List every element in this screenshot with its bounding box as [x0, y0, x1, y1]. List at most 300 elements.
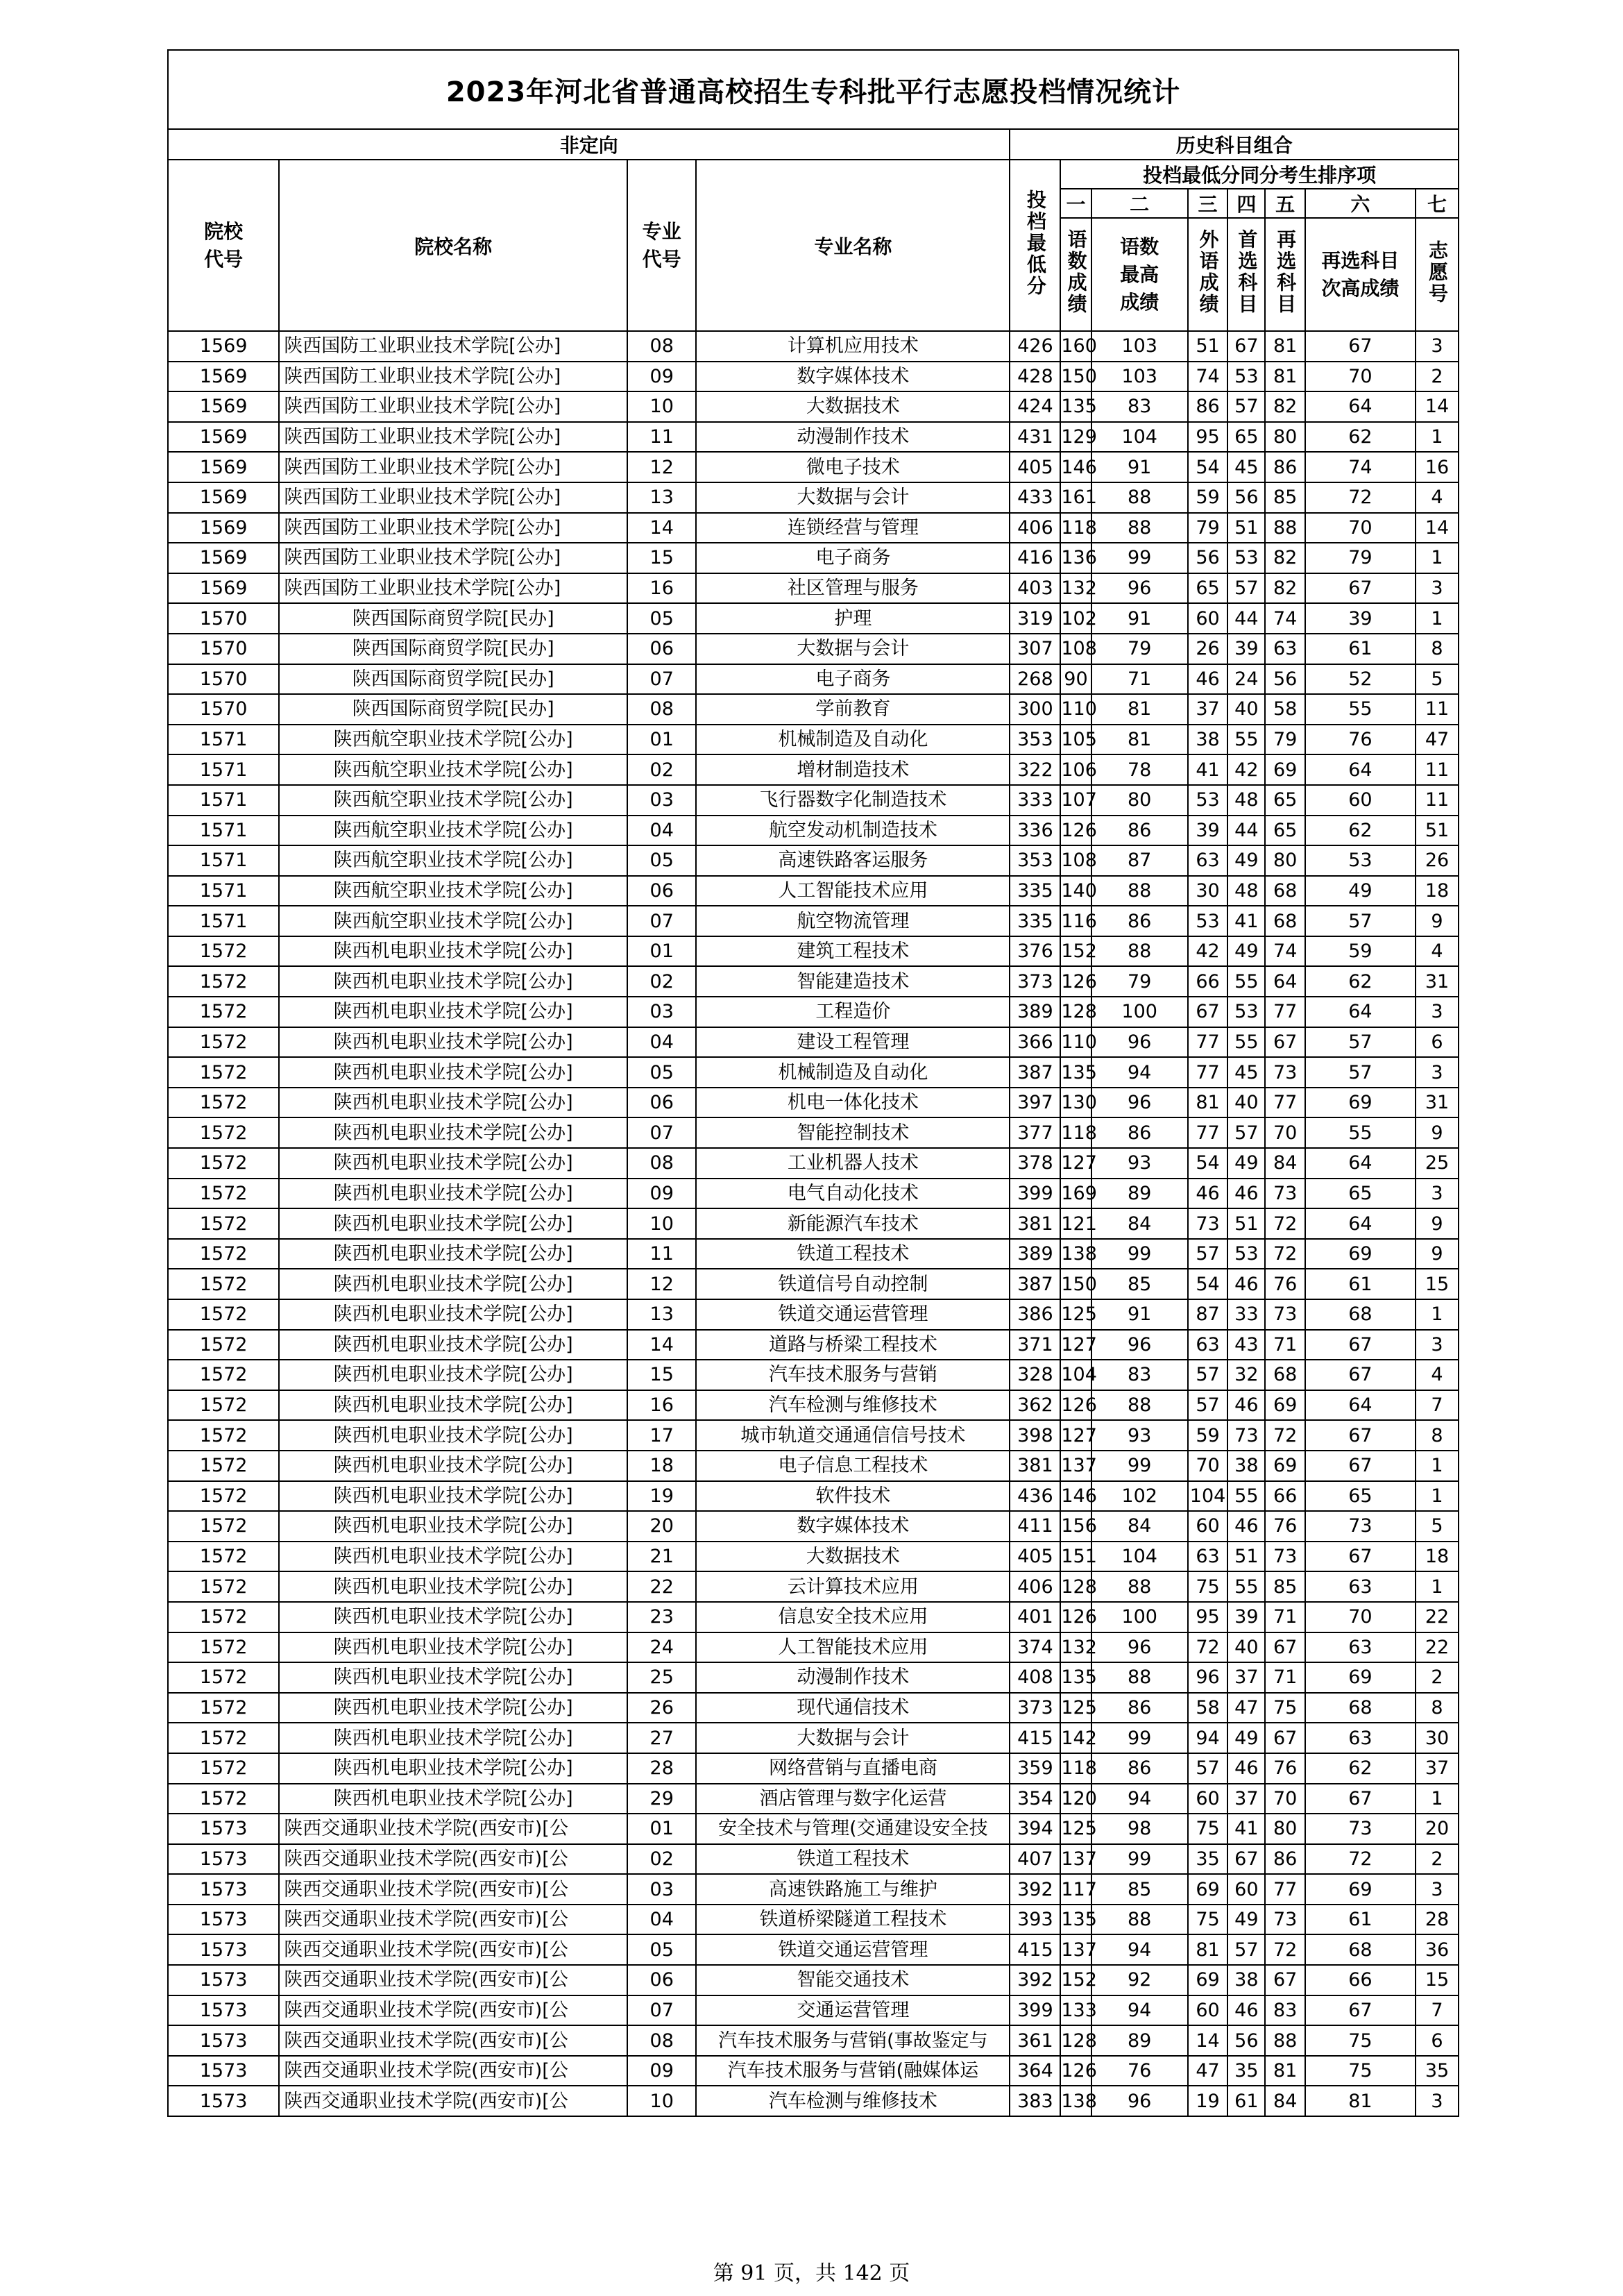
cell-second-subject: 77	[1265, 1874, 1305, 1905]
cell-min-score: 376	[1010, 936, 1060, 967]
cell-school-code: 1571	[168, 845, 279, 876]
cell-major-code: 08	[627, 2025, 696, 2056]
cell-min-score: 374	[1010, 1632, 1060, 1663]
cell-major-code: 07	[627, 1117, 696, 1148]
cell-foreign-lang-score: 41	[1188, 754, 1227, 785]
cell-first-subject: 67	[1227, 331, 1265, 362]
cell-second-subject: 74	[1265, 936, 1305, 967]
table-row	[168, 1511, 1459, 1542]
cell-min-score: 377	[1010, 1117, 1060, 1148]
cell-min-score: 398	[1010, 1420, 1060, 1451]
cell-min-score: 405	[1010, 1542, 1060, 1572]
cell-major-name: 大数据与会计	[696, 482, 1010, 513]
cell-school-name: 陕西航空职业技术学院[公办]	[279, 816, 627, 846]
cell-school-code: 1572	[168, 1057, 279, 1088]
cell-preference-no: 6	[1416, 1027, 1459, 1058]
cell-major-name: 大数据技术	[696, 1542, 1010, 1572]
cell-second-subject: 71	[1265, 1662, 1305, 1693]
table-row	[168, 694, 1459, 725]
cell-chinese-math-score: 102	[1060, 603, 1091, 634]
cell-first-subject: 51	[1227, 1542, 1265, 1572]
cell-major-name: 社区管理与服务	[696, 573, 1010, 604]
cell-major-code: 04	[627, 1027, 696, 1058]
cell-major-code: 16	[627, 573, 696, 604]
cell-school-code: 1573	[168, 2086, 279, 2116]
cell-school-code: 1570	[168, 603, 279, 634]
cell-preference-no: 3	[1416, 1179, 1459, 1209]
table-row	[168, 2056, 1459, 2086]
table-row	[168, 1481, 1459, 1512]
cell-chinese-math-max: 96	[1091, 1088, 1188, 1118]
cell-chinese-math-score: 108	[1060, 845, 1091, 876]
cell-min-score: 378	[1010, 1148, 1060, 1179]
cell-preference-no: 1	[1416, 1451, 1459, 1481]
cell-major-code: 25	[627, 1662, 696, 1693]
cell-chinese-math-score: 169	[1060, 1179, 1091, 1209]
cell-second-subject: 88	[1265, 2025, 1305, 2056]
cell-chinese-math-max: 94	[1091, 1784, 1188, 1814]
cell-chinese-math-max: 88	[1091, 482, 1188, 513]
cell-chinese-math-score: 126	[1060, 1602, 1091, 1632]
cell-school-name: 陕西机电职业技术学院[公办]	[279, 1753, 627, 1784]
cell-chinese-math-score: 104	[1060, 1360, 1091, 1390]
cell-chinese-math-score: 110	[1060, 694, 1091, 725]
cell-foreign-lang-score: 19	[1188, 2086, 1227, 2116]
table-row	[168, 1542, 1459, 1572]
cell-chinese-math-max: 86	[1091, 906, 1188, 936]
table-row	[168, 1693, 1459, 1723]
cell-chinese-math-score: 116	[1060, 906, 1091, 936]
cell-second-subject: 67	[1265, 1027, 1305, 1058]
cell-second-subject: 56	[1265, 664, 1305, 695]
table-row	[168, 573, 1459, 604]
table-row	[168, 2025, 1459, 2056]
cell-chinese-math-max: 91	[1091, 1299, 1188, 1330]
cell-foreign-lang-score: 95	[1188, 422, 1227, 453]
cell-school-code: 1573	[168, 1965, 279, 1995]
cell-school-name: 陕西机电职业技术学院[公办]	[279, 1662, 627, 1693]
cell-school-code: 1569	[168, 482, 279, 513]
cell-major-name: 连锁经营与管理	[696, 513, 1010, 543]
cell-chinese-math-score: 126	[1060, 1390, 1091, 1421]
cell-chinese-math-max: 104	[1091, 1542, 1188, 1572]
cell-second-subject: 82	[1265, 391, 1305, 422]
cell-major-name: 新能源汽车技术	[696, 1208, 1010, 1239]
cell-first-subject: 38	[1227, 1451, 1265, 1481]
cell-major-name: 电子信息工程技术	[696, 1451, 1010, 1481]
cell-second-subject: 65	[1265, 785, 1305, 816]
cell-second-subject-second-high: 63	[1305, 1571, 1416, 1602]
cell-major-code: 22	[627, 1571, 696, 1602]
cell-chinese-math-score: 121	[1060, 1208, 1091, 1239]
cell-major-code: 17	[627, 1420, 696, 1451]
cell-first-subject: 47	[1227, 1693, 1265, 1723]
cell-min-score: 359	[1010, 1753, 1060, 1784]
cell-school-name: 陕西机电职业技术学院[公办]	[279, 966, 627, 997]
cell-foreign-lang-score: 39	[1188, 816, 1227, 846]
cell-major-code: 18	[627, 1451, 696, 1481]
cell-second-subject-second-high: 57	[1305, 1027, 1416, 1058]
cell-chinese-math-score: 106	[1060, 754, 1091, 785]
cell-preference-no: 7	[1416, 1390, 1459, 1421]
cell-chinese-math-score: 132	[1060, 1632, 1091, 1663]
cell-min-score: 394	[1010, 1814, 1060, 1844]
cell-school-code: 1573	[168, 1934, 279, 1965]
cell-second-subject: 73	[1265, 1299, 1305, 1330]
cell-school-name: 陕西交通职业技术学院(西安市)[公	[279, 1874, 627, 1905]
cell-school-name: 陕西国际商贸学院[民办]	[279, 664, 627, 695]
cell-major-code: 29	[627, 1784, 696, 1814]
cell-major-code: 08	[627, 1148, 696, 1179]
cell-second-subject-second-high: 57	[1305, 906, 1416, 936]
cell-school-name: 陕西机电职业技术学院[公办]	[279, 1148, 627, 1179]
cell-major-code: 13	[627, 1299, 696, 1330]
cell-major-code: 05	[627, 603, 696, 634]
cell-school-code: 1569	[168, 422, 279, 453]
cell-first-subject: 35	[1227, 2056, 1265, 2086]
table-row	[168, 1571, 1459, 1602]
cell-major-name: 高速铁路施工与维护	[696, 1874, 1010, 1905]
cell-major-name: 微电子技术	[696, 452, 1010, 482]
cell-school-code: 1572	[168, 1481, 279, 1512]
table-row	[168, 1814, 1459, 1844]
cell-foreign-lang-score: 56	[1188, 543, 1227, 573]
cell-chinese-math-score: 140	[1060, 876, 1091, 906]
cell-first-subject: 46	[1227, 1269, 1265, 1299]
cell-foreign-lang-score: 58	[1188, 1693, 1227, 1723]
cell-major-code: 12	[627, 452, 696, 482]
cell-major-code: 15	[627, 1360, 696, 1390]
cell-major-name: 汽车技术服务与营销(事故鉴定与	[696, 2025, 1010, 2056]
cell-second-subject: 81	[1265, 362, 1305, 392]
table-row	[168, 966, 1459, 997]
cell-preference-no: 51	[1416, 816, 1459, 846]
cell-school-code: 1569	[168, 513, 279, 543]
cell-chinese-math-score: 135	[1060, 1905, 1091, 1935]
cell-school-code: 1572	[168, 1179, 279, 1209]
cell-preference-no: 9	[1416, 1117, 1459, 1148]
cell-chinese-math-max: 91	[1091, 452, 1188, 482]
cell-major-code: 21	[627, 1542, 696, 1572]
cell-second-subject: 84	[1265, 1148, 1305, 1179]
cell-major-name: 电子商务	[696, 664, 1010, 695]
rank-label-4: 四	[1227, 189, 1265, 218]
cell-second-subject-second-high: 72	[1305, 482, 1416, 513]
cell-min-score: 353	[1010, 845, 1060, 876]
cell-foreign-lang-score: 37	[1188, 694, 1227, 725]
cell-chinese-math-score: 130	[1060, 1088, 1091, 1118]
cell-foreign-lang-score: 54	[1188, 452, 1227, 482]
cell-preference-no: 35	[1416, 2056, 1459, 2086]
cell-preference-no: 36	[1416, 1934, 1459, 1965]
cell-min-score: 319	[1010, 603, 1060, 634]
cell-second-subject: 84	[1265, 2086, 1305, 2116]
table-row	[168, 603, 1459, 634]
cell-major-name: 动漫制作技术	[696, 1662, 1010, 1693]
cell-school-name: 陕西机电职业技术学院[公办]	[279, 1299, 627, 1330]
cell-second-subject-second-high: 62	[1305, 816, 1416, 846]
rank-item-1: 语数成绩	[1060, 218, 1091, 331]
cell-first-subject: 44	[1227, 603, 1265, 634]
cell-major-code: 08	[627, 694, 696, 725]
table-row	[168, 664, 1459, 695]
cell-chinese-math-score: 105	[1060, 725, 1091, 755]
cell-foreign-lang-score: 30	[1188, 876, 1227, 906]
cell-major-name: 大数据与会计	[696, 634, 1010, 664]
cell-chinese-math-score: 135	[1060, 1057, 1091, 1088]
cell-second-subject-second-high: 70	[1305, 513, 1416, 543]
cell-second-subject-second-high: 65	[1305, 1179, 1416, 1209]
cell-foreign-lang-score: 63	[1188, 1330, 1227, 1360]
cell-first-subject: 48	[1227, 876, 1265, 906]
cell-major-code: 15	[627, 543, 696, 573]
cell-min-score: 426	[1010, 331, 1060, 362]
cell-school-name: 陕西机电职业技术学院[公办]	[279, 1420, 627, 1451]
cell-chinese-math-score: 125	[1060, 1814, 1091, 1844]
cell-school-code: 1569	[168, 452, 279, 482]
cell-major-name: 铁道工程技术	[696, 1239, 1010, 1269]
cell-preference-no: 30	[1416, 1723, 1459, 1753]
cell-second-subject: 77	[1265, 997, 1305, 1027]
cell-second-subject-second-high: 67	[1305, 1995, 1416, 2026]
cell-school-code: 1572	[168, 1632, 279, 1663]
table-row	[168, 422, 1459, 453]
cell-major-name: 电子商务	[696, 543, 1010, 573]
cell-first-subject: 24	[1227, 664, 1265, 695]
cell-preference-no: 14	[1416, 391, 1459, 422]
table-row	[168, 1117, 1459, 1148]
cell-preference-no: 8	[1416, 634, 1459, 664]
cell-second-subject: 72	[1265, 1420, 1305, 1451]
cell-foreign-lang-score: 75	[1188, 1571, 1227, 1602]
cell-preference-no: 1	[1416, 1571, 1459, 1602]
cell-foreign-lang-score: 69	[1188, 1874, 1227, 1905]
cell-chinese-math-score: 142	[1060, 1723, 1091, 1753]
cell-foreign-lang-score: 60	[1188, 1511, 1227, 1542]
cell-second-subject-second-high: 63	[1305, 1632, 1416, 1663]
cell-preference-no: 9	[1416, 1208, 1459, 1239]
cell-chinese-math-score: 90	[1060, 664, 1091, 695]
cell-major-name: 人工智能技术应用	[696, 876, 1010, 906]
cell-chinese-math-score: 108	[1060, 634, 1091, 664]
cell-foreign-lang-score: 104	[1188, 1481, 1227, 1512]
cell-preference-no: 2	[1416, 1844, 1459, 1875]
cell-major-code: 10	[627, 1208, 696, 1239]
table-row	[168, 1723, 1459, 1753]
cell-min-score: 366	[1010, 1027, 1060, 1058]
cell-preference-no: 3	[1416, 1874, 1459, 1905]
cell-first-subject: 40	[1227, 1632, 1265, 1663]
cell-chinese-math-max: 103	[1091, 362, 1188, 392]
cell-min-score: 336	[1010, 816, 1060, 846]
table-row	[168, 845, 1459, 876]
cell-chinese-math-max: 80	[1091, 785, 1188, 816]
cell-chinese-math-max: 88	[1091, 876, 1188, 906]
cell-school-name: 陕西国防工业职业技术学院[公办]	[279, 573, 627, 604]
cell-school-code: 1572	[168, 1602, 279, 1632]
cell-first-subject: 37	[1227, 1784, 1265, 1814]
cell-school-code: 1572	[168, 1451, 279, 1481]
rank-item-6: 再选科目次高成绩	[1305, 218, 1416, 331]
cell-foreign-lang-score: 14	[1188, 2025, 1227, 2056]
cell-min-score: 362	[1010, 1390, 1060, 1421]
table-row	[168, 2086, 1459, 2116]
cell-min-score: 411	[1010, 1511, 1060, 1542]
cell-min-score: 268	[1010, 664, 1060, 695]
cell-chinese-math-max: 96	[1091, 1330, 1188, 1360]
cell-second-subject: 69	[1265, 754, 1305, 785]
cell-school-code: 1572	[168, 1330, 279, 1360]
cell-preference-no: 31	[1416, 966, 1459, 997]
cell-school-code: 1572	[168, 1693, 279, 1723]
cell-second-subject: 70	[1265, 1784, 1305, 1814]
cell-chinese-math-score: 146	[1060, 1481, 1091, 1512]
cell-first-subject: 48	[1227, 785, 1265, 816]
cell-school-code: 1572	[168, 1208, 279, 1239]
cell-school-name: 陕西机电职业技术学院[公办]	[279, 1239, 627, 1269]
cell-school-name: 陕西国防工业职业技术学院[公办]	[279, 331, 627, 362]
cell-school-name: 陕西国际商贸学院[民办]	[279, 634, 627, 664]
cell-second-subject-second-high: 69	[1305, 1239, 1416, 1269]
cell-school-code: 1570	[168, 694, 279, 725]
cell-min-score: 401	[1010, 1602, 1060, 1632]
cell-school-name: 陕西交通职业技术学院(西安市)[公	[279, 1905, 627, 1935]
cell-second-subject-second-high: 64	[1305, 1208, 1416, 1239]
cell-second-subject: 88	[1265, 513, 1305, 543]
cell-chinese-math-max: 71	[1091, 664, 1188, 695]
cell-min-score: 436	[1010, 1481, 1060, 1512]
cell-preference-no: 28	[1416, 1905, 1459, 1935]
cell-chinese-math-max: 88	[1091, 1571, 1188, 1602]
cell-school-code: 1573	[168, 1995, 279, 2026]
cell-second-subject: 72	[1265, 1239, 1305, 1269]
cell-second-subject-second-high: 70	[1305, 362, 1416, 392]
cell-second-subject: 86	[1265, 452, 1305, 482]
cell-min-score: 393	[1010, 1905, 1060, 1935]
rank-item-2: 语数最高成绩	[1091, 218, 1188, 331]
cell-major-name: 工程造价	[696, 997, 1010, 1027]
cell-chinese-math-score: 118	[1060, 1753, 1091, 1784]
cell-chinese-math-max: 94	[1091, 1995, 1188, 2026]
cell-school-name: 陕西交通职业技术学院(西安市)[公	[279, 1934, 627, 1965]
cell-major-name: 铁道交通运营管理	[696, 1299, 1010, 1330]
cell-chinese-math-max: 88	[1091, 936, 1188, 967]
table-row	[168, 391, 1459, 422]
cell-school-name: 陕西机电职业技术学院[公办]	[279, 1632, 627, 1663]
cell-chinese-math-score: 118	[1060, 1117, 1091, 1148]
cell-major-code: 04	[627, 1905, 696, 1935]
cell-preference-no: 1	[1416, 1299, 1459, 1330]
cell-preference-no: 11	[1416, 694, 1459, 725]
cell-second-subject: 80	[1265, 422, 1305, 453]
cell-second-subject-second-high: 55	[1305, 694, 1416, 725]
table-row	[168, 876, 1459, 906]
cell-major-name: 航空发动机制造技术	[696, 816, 1010, 846]
cell-chinese-math-max: 88	[1091, 1905, 1188, 1935]
cell-min-score: 381	[1010, 1208, 1060, 1239]
cell-chinese-math-score: 135	[1060, 1662, 1091, 1693]
cell-school-name: 陕西交通职业技术学院(西安市)[公	[279, 1814, 627, 1844]
table-row	[168, 1299, 1459, 1330]
cell-school-code: 1572	[168, 1420, 279, 1451]
cell-major-name: 计算机应用技术	[696, 331, 1010, 362]
cell-major-code: 10	[627, 2086, 696, 2116]
table-row	[168, 362, 1459, 392]
cell-first-subject: 56	[1227, 482, 1265, 513]
cell-min-score: 300	[1010, 694, 1060, 725]
cell-foreign-lang-score: 96	[1188, 1662, 1227, 1693]
cell-second-subject: 80	[1265, 845, 1305, 876]
cell-first-subject: 49	[1227, 1723, 1265, 1753]
cell-second-subject: 68	[1265, 876, 1305, 906]
cell-school-name: 陕西机电职业技术学院[公办]	[279, 1784, 627, 1814]
cell-chinese-math-max: 92	[1091, 1965, 1188, 1995]
cell-major-name: 网络营销与直播电商	[696, 1753, 1010, 1784]
cell-second-subject: 82	[1265, 573, 1305, 604]
cell-chinese-math-max: 86	[1091, 1753, 1188, 1784]
table-row	[168, 1934, 1459, 1965]
cell-school-name: 陕西国防工业职业技术学院[公办]	[279, 391, 627, 422]
cell-chinese-math-max: 99	[1091, 543, 1188, 573]
cell-second-subject-second-high: 64	[1305, 997, 1416, 1027]
cell-first-subject: 57	[1227, 391, 1265, 422]
cell-foreign-lang-score: 74	[1188, 362, 1227, 392]
cell-major-name: 建筑工程技术	[696, 936, 1010, 967]
cell-major-code: 05	[627, 1934, 696, 1965]
cell-first-subject: 57	[1227, 573, 1265, 604]
cell-second-subject: 72	[1265, 1208, 1305, 1239]
cell-school-code: 1572	[168, 1299, 279, 1330]
cell-foreign-lang-score: 95	[1188, 1602, 1227, 1632]
cell-preference-no: 1	[1416, 543, 1459, 573]
cell-major-code: 08	[627, 331, 696, 362]
cell-min-score: 383	[1010, 2086, 1060, 2116]
col-header-school-name: 院校名称	[279, 160, 627, 331]
cell-min-score: 373	[1010, 966, 1060, 997]
cell-chinese-math-max: 84	[1091, 1208, 1188, 1239]
cell-preference-no: 11	[1416, 754, 1459, 785]
cell-min-score: 415	[1010, 1934, 1060, 1965]
cell-first-subject: 55	[1227, 1481, 1265, 1512]
cell-chinese-math-score: 133	[1060, 1995, 1091, 2026]
cell-school-name: 陕西机电职业技术学院[公办]	[279, 1117, 627, 1148]
cell-school-code: 1572	[168, 1662, 279, 1693]
cell-school-code: 1572	[168, 1239, 279, 1269]
cell-second-subject-second-high: 67	[1305, 1420, 1416, 1451]
cell-school-code: 1572	[168, 1753, 279, 1784]
cell-foreign-lang-score: 46	[1188, 664, 1227, 695]
cell-chinese-math-max: 100	[1091, 1602, 1188, 1632]
cell-school-code: 1572	[168, 1117, 279, 1148]
cell-second-subject: 58	[1265, 694, 1305, 725]
cell-second-subject: 85	[1265, 1571, 1305, 1602]
cell-major-code: 03	[627, 997, 696, 1027]
cell-first-subject: 32	[1227, 1360, 1265, 1390]
cell-min-score: 428	[1010, 362, 1060, 392]
cell-major-name: 高速铁路客运服务	[696, 845, 1010, 876]
cell-preference-no: 18	[1416, 876, 1459, 906]
cell-chinese-math-max: 85	[1091, 1874, 1188, 1905]
cell-second-subject: 86	[1265, 1844, 1305, 1875]
cell-school-code: 1572	[168, 1269, 279, 1299]
table-row	[168, 1179, 1459, 1209]
cell-foreign-lang-score: 57	[1188, 1390, 1227, 1421]
cell-preference-no: 2	[1416, 1662, 1459, 1693]
cell-school-code: 1572	[168, 1723, 279, 1753]
cell-school-code: 1572	[168, 936, 279, 967]
cell-preference-no: 7	[1416, 1995, 1459, 2026]
cell-second-subject-second-high: 66	[1305, 1965, 1416, 1995]
